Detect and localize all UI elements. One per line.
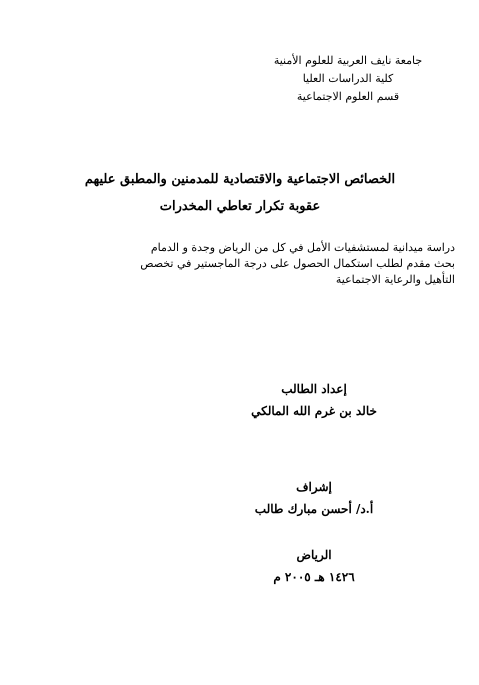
thesis-title-line-2: عقوبة تكرار تعاطي المخدرات [159, 199, 321, 214]
department-name: قسم العلوم الاجتماعية [296, 90, 400, 103]
student-label: إعداد الطالب [281, 382, 347, 396]
description-line-3: التأهيل والرعاية الاجتماعية [335, 273, 455, 286]
college-name: كلية الدراسات العليا [302, 72, 394, 85]
supervisor-label: إشراف [296, 480, 332, 494]
thesis-title-line-1: الخصائص الاجتماعية والاقتصادية للمدمنين والمطبق عليهم [84, 172, 396, 187]
date: ١٤٢٦ هـ ٢٠٠٥ م [273, 570, 355, 584]
description-line-2: بحث مقدم لطلب استكمال الحصول على درجة الماجستير في تخصص [140, 257, 455, 270]
footer-section [149, 544, 479, 588]
university-name: جامعة نايف العربية للعلوم الأمنية [273, 54, 423, 67]
supervisor-section [149, 476, 479, 520]
student-section [149, 378, 479, 422]
thesis-title [25, 166, 455, 220]
city: الرياض [296, 548, 332, 562]
thesis-description [25, 240, 455, 288]
supervisor-name: أ.د/ أحسن مبارك طالب [254, 502, 374, 516]
description-line-1: دراسة ميدانية لمستشفيات الأمل في كل من الرياض وجدة و الدمام [150, 241, 455, 254]
institution-header [217, 52, 479, 106]
student-name: خالد بن غرم الله المالكي [251, 404, 377, 418]
